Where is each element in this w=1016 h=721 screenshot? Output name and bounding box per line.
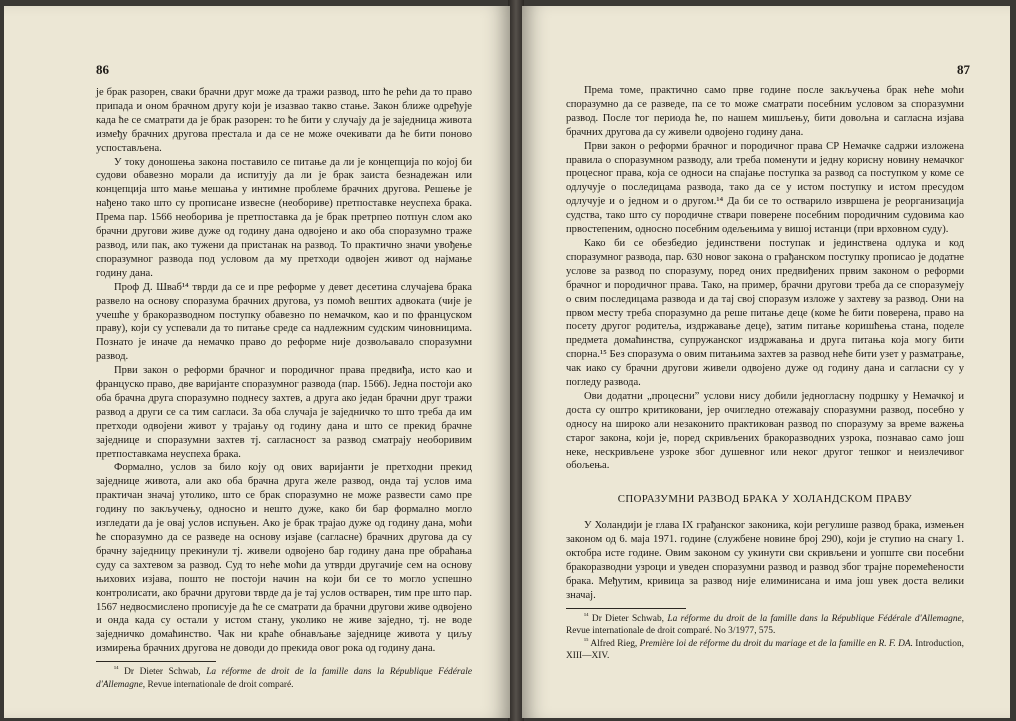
paragraph: У току доношења закона поставило се питање да ли је концепција по којој би судови обавезно морали да испитују да ли је брак заиста безнадежан или концепција што мање мешања у интимне проблеме брачних другова. Решење је нађено тако што су прописане извесне (необориве) претпоставке неуспеха брака. Према пар. 1566 необорива је претпоставка да је брак претрпео потпун слом ако брачни другови живе дуже од годину дана одвојено и ако оба споразумно траже развод, или пак, ако тужени да пристанак на развод. То практично значи увођење споразумног развода под условом да му претходи одвојен живот од најмање годину дана. [96,156,472,279]
left-page-text [96,86,472,691]
page-number-right: 87 [957,62,970,77]
footnote: $^{^{14}}$ Dr Dieter Schwab, La réforme du droit de la famille dans la République Fédérale d'Allemagne, Revue internationale de droit comparé. No 3/1977, 575. [566,611,965,637]
paragraph: Како би се обезбедио јединствени поступак и јединствена одлука и код споразумног развода, пар. 630 новог закона о грађанском поступку прописао је додатне услове за развод по споразуму, поред оних предвиђених првим законом о реформи брачног и породичног права. Тако, на пример, брачни другови треба да се споразумеју о свим последицама развода и да тај свој споразум изложе у захтеву за развод. Они на првом месту треба споразумно да реше питање деце (коме ће бити поверена, право на посету другог родитеља, издржавање деце), затим питање коришћења стана, поделе предмета домаћинства, супружанског издржавања и друга питања која могу бити спорна.¹⁵ Без споразума о овим питањима захтев за развод неће бити узет у разматрање, чак иако су брачни другови живели одвојено дуже од годину дана и сагласни су у погледу развода. [566,237,964,389]
footnote: $^{^{15}}$ Alfred Rieg, Première loi de réforme du droit du mariage et de la famille en R. F. DA. Introduction, XIII—XIV. [566,636,964,661]
paragraph: Према томе, практично само прве године после закључења брак неће моћи споразумно да се разведе, па се то може сматрати посебним условом за споразумни развод. После тог периода ће, по нашем мишљењу, бити довољна и сагласна изјава брачних другова да су живели одвојено годину дана. [566,85,964,138]
page-number-left: 86 [96,62,109,77]
paragraph: Проф Д. Шваб¹⁴ тврди да се и пре реформе у девет десетина случајева брака развело на основу споразума брачних другова, уз помоћ вештих адвоката (чије је учешће у бракоразводном поступку обавезно по немачком, као и по француском праву), који су успевали да то питање среде са надлежним судским чиновницима. Познато је иначе да немачко право до реформе није дозвољавало споразумни развод. [96,281,472,363]
left-page [4,6,510,718]
footnote: $^{^{14}}$ Dr Dieter Schwab, La réforme de droit de la famille dans la République Fédérale d'Allemagne, Revue internationale de droit comparé. [96,665,473,690]
paragraph: је брак разорен, сваки брачни друг може да тражи развод, што ће рећи да то право припада и оном брачном другу који је изазвао такво стање. Закон ближе одређује када ће се сматрати да је брак разорен: то ће бити у случају да је заједница живота између брачних другова престала и да се не може очекивати да ће бити поново успостављена. [96,87,472,154]
footnote-rule [96,661,216,662]
paragraph: У Холандији је глава IX грађанског законика, који регулише развод брака, измењен законом од 6. маја 1971. године (службене новине број 290), који је ступио на снагу 1. октобра исте године. Овим законом су укинути сви скривљени и уопште сви посебни бракоразводни узроци и уведен споразумни развод и развод због трајне поремећености брака. Међутим, кривица за развод није елиминисана и има још увек доста велики значај. [566,520,964,601]
right-page [522,6,1010,718]
paragraph: Ови додатни „процесни” услови нису добили једногласну подршку у Немачкој и доста су оштро критиковани, јер очигледно отежавају споразумни развод, посебно у односу на широко али незаконито практикован развод по споразуму за време важења старог закона, који је, поред скривљених бракоразводних узрока, познавао само још неке, нескривљене узроке због душевног или неког другог тешког и неизлечивог обољења. [566,390,964,472]
paragraph: Први закон о реформи брачног и породичног права СР Немачке садржи изложена правила о споразумном разводу, али треба поменути и једну корисну новину немачког процесног права, која се односи на спајање поступка за развод са поступком у коме се одлучује о последицама развода, тако да се у истом поступку и истом пресудом одлучује и о једном и о другом.¹⁴ Да би се то остварило извршена је реорганизација судства, тако што су породичне ствари поверене посебним породичним судовима као првостепеним, односно посебним одељењима у вишој истанци (при врховном суду). [566,140,964,236]
paragraph: Формално, услов за било коју од ових варијанти је претходни прекид заједнице живота, али ако оба брачна друга желе развод, онда тај услов има практичан значај утолико, што се брак споразумно не може развести само пре годину по закључењу, односно и нешто дуже, како би бар формално могло изгледати да је овај услов испуњен. Ако је брак трајао дуже од годину дана, моћи ће споразумно да се разведе на основу изјаве (сагласне) брачних другова да су брачну заједницу прекинули тј. живели одвојено бар годину дана пре обраћања суду са захтевом за развод. Суд то неће моћи да утврди другачије сем на основу њихових изјава, пошто не постоји начин на који би се то могло успешно контролисати, ако брачни другови тврде да је тај услов остварен, тим пре што пар. 1567 недвосмислено прописује да ће се сматрати да брачни другови живе одвојено и онда када су остали у истом стану, уколико не живе заједно, тј. не воде заједничко домаћинство. Чак ни краће обнављање заједнице живота у циљу измирења брачних другова не доводи до прекида овог рока од годину дана. [96,462,472,655]
footnote-rule [566,608,686,609]
right-page-text [566,84,964,662]
paragraph: Први закон о реформи брачног и породичног права предвиђа, исто као и француско право, две варијанте споразумног развода (пар. 1566). Једна постоји ако оба брачна друга споразумно поднесу захтев, а друга ако један брачни друг тражи развод а други се са тим сагласи. За оба случаја је заједничко то што треба да им претходи одвојени живот у трајању од годину дана и што се прекид брачне заједнице и споразумни захтев тј. сагласност за развод сматрају необоривим претпоставкама неуспеха брака. [96,365,472,460]
section-heading: СПОРАЗУМНИ РАЗВОД БРАКА У ХОЛАНДСКОМ ПРАВУ [617,493,913,506]
